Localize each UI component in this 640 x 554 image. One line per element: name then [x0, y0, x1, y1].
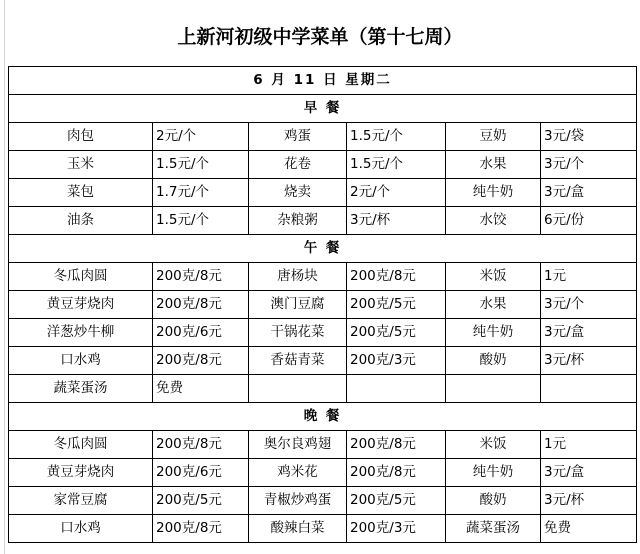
dish-name-cell[interactable]: 酸奶	[446, 347, 541, 375]
dish-price-cell[interactable]: 200克/3元	[347, 515, 446, 543]
dish-price-cell[interactable]: 3元/袋	[541, 123, 637, 151]
dish-price-cell[interactable]: 1.7元/个	[153, 179, 249, 207]
menu-row	[9, 291, 637, 319]
dish-price-cell[interactable]: 200克/5元	[153, 487, 249, 515]
dish-name-cell[interactable]: 水果	[446, 291, 541, 319]
dish-price-cell[interactable]: 3元/个	[541, 151, 637, 179]
menu-row	[9, 151, 637, 179]
dish-price-cell[interactable]: 200克/8元	[347, 263, 446, 291]
menu-row	[9, 319, 637, 347]
dish-price-cell[interactable]: 200克/5元	[347, 319, 446, 347]
section-label[interactable]: 早 餐	[9, 95, 637, 123]
dish-price-cell[interactable]: 1.5元/个	[347, 151, 446, 179]
dish-name-cell[interactable]: 奥尔良鸡翅	[249, 431, 347, 459]
dish-name-cell[interactable]: 澳门豆腐	[249, 291, 347, 319]
menu-row	[9, 347, 637, 375]
dish-name-cell[interactable]: 豆奶	[446, 123, 541, 151]
menu-row	[9, 263, 637, 291]
dish-price-cell[interactable]: 200克/8元	[347, 459, 446, 487]
dish-name-cell[interactable]: 酸辣白菜	[249, 515, 347, 543]
dish-name-cell[interactable]: 水果	[446, 151, 541, 179]
dish-price-cell[interactable]	[541, 375, 637, 403]
dish-name-cell[interactable]: 纯牛奶	[446, 179, 541, 207]
dish-name-cell[interactable]: 烧卖	[249, 179, 347, 207]
dish-price-cell[interactable]: 3元/杯	[541, 347, 637, 375]
section-header-row	[9, 235, 637, 263]
date-cell[interactable]: 6 月 11 日 星期二	[9, 67, 637, 95]
dish-price-cell[interactable]: 200克/8元	[153, 347, 249, 375]
dish-name-cell[interactable]: 蔬菜蛋汤	[446, 515, 541, 543]
dish-price-cell[interactable]: 200克/5元	[347, 291, 446, 319]
dish-name-cell[interactable]: 米饭	[446, 263, 541, 291]
dish-name-cell[interactable]: 冬瓜肉圆	[9, 263, 153, 291]
dish-name-cell[interactable]: 玉米	[9, 151, 153, 179]
dish-price-cell[interactable]: 1.5元/个	[153, 151, 249, 179]
section-label[interactable]: 晚 餐	[9, 403, 637, 431]
dish-name-cell[interactable]: 鸡蛋	[249, 123, 347, 151]
dish-name-cell[interactable]: 鸡米花	[249, 459, 347, 487]
menu-title: 上新河初级中学菜单（第十七周）	[177, 25, 463, 48]
sheet-gridline	[4, 0, 5, 554]
dish-name-cell[interactable]: 纯牛奶	[446, 459, 541, 487]
dish-price-cell[interactable]: 2元/个	[347, 179, 446, 207]
dish-name-cell[interactable]: 口水鸡	[9, 347, 153, 375]
dish-price-cell[interactable]: 3元/个	[541, 291, 637, 319]
dish-price-cell[interactable]: 200克/8元	[153, 431, 249, 459]
dish-name-cell[interactable]	[249, 375, 347, 403]
menu-table-body	[9, 67, 637, 543]
dish-price-cell[interactable]: 3元/盒	[541, 459, 637, 487]
menu-row	[9, 123, 637, 151]
dish-price-cell[interactable]: 200克/8元	[153, 263, 249, 291]
dish-name-cell[interactable]: 杂粮粥	[249, 207, 347, 235]
dish-name-cell[interactable]	[446, 375, 541, 403]
menu-row	[9, 459, 637, 487]
dish-price-cell[interactable]: 3元/杯	[541, 487, 637, 515]
dish-price-cell[interactable]: 1元	[541, 263, 637, 291]
dish-name-cell[interactable]: 菜包	[9, 179, 153, 207]
menu-row	[9, 431, 637, 459]
dish-name-cell[interactable]: 家常豆腐	[9, 487, 153, 515]
dish-price-cell[interactable]: 200克/6元	[153, 459, 249, 487]
dish-name-cell[interactable]: 青椒炒鸡蛋	[249, 487, 347, 515]
date-row	[9, 67, 637, 95]
section-label[interactable]: 午 餐	[9, 235, 637, 263]
dish-price-cell[interactable]: 免费	[541, 515, 637, 543]
section-header-row	[9, 95, 637, 123]
dish-name-cell[interactable]: 米饭	[446, 431, 541, 459]
dish-price-cell[interactable]: 6元/份	[541, 207, 637, 235]
dish-name-cell[interactable]: 纯牛奶	[446, 319, 541, 347]
dish-name-cell[interactable]: 油条	[9, 207, 153, 235]
menu-row	[9, 375, 637, 403]
dish-name-cell[interactable]: 口水鸡	[9, 515, 153, 543]
menu-row	[9, 207, 637, 235]
dish-price-cell[interactable]: 200克/8元	[153, 291, 249, 319]
menu-row	[9, 515, 637, 543]
dish-name-cell[interactable]: 酸奶	[446, 487, 541, 515]
menu-row	[9, 179, 637, 207]
dish-name-cell[interactable]: 干锅花菜	[249, 319, 347, 347]
dish-price-cell[interactable]: 3元/盒	[541, 319, 637, 347]
dish-price-cell[interactable]: 200克/8元	[347, 431, 446, 459]
section-header-row	[9, 403, 637, 431]
dish-price-cell[interactable]: 200克/6元	[153, 319, 249, 347]
dish-name-cell[interactable]: 黄豆芽烧肉	[9, 291, 153, 319]
dish-name-cell[interactable]: 唐杨块	[249, 263, 347, 291]
dish-name-cell[interactable]: 水饺	[446, 207, 541, 235]
dish-name-cell[interactable]: 黄豆芽烧肉	[9, 459, 153, 487]
menu-table	[8, 66, 637, 543]
dish-price-cell[interactable]: 1.5元/个	[347, 123, 446, 151]
dish-name-cell[interactable]: 香菇青菜	[249, 347, 347, 375]
dish-price-cell[interactable]: 2元/个	[153, 123, 249, 151]
dish-price-cell[interactable]: 1元	[541, 431, 637, 459]
dish-price-cell[interactable]	[347, 375, 446, 403]
dish-price-cell[interactable]: 200克/3元	[347, 347, 446, 375]
dish-name-cell[interactable]: 冬瓜肉圆	[9, 431, 153, 459]
dish-price-cell[interactable]: 3元/杯	[347, 207, 446, 235]
dish-price-cell[interactable]: 3元/盒	[541, 179, 637, 207]
dish-name-cell[interactable]: 蔬菜蛋汤	[9, 375, 153, 403]
dish-name-cell[interactable]: 肉包	[9, 123, 153, 151]
dish-price-cell[interactable]: 1.5元/个	[153, 207, 249, 235]
dish-price-cell[interactable]: 免费	[153, 375, 249, 403]
dish-price-cell[interactable]: 200克/5元	[347, 487, 446, 515]
menu-row	[9, 487, 637, 515]
dish-name-cell[interactable]: 洋葱炒牛柳	[9, 319, 153, 347]
dish-name-cell[interactable]: 花卷	[249, 151, 347, 179]
dish-price-cell[interactable]: 200克/8元	[153, 515, 249, 543]
